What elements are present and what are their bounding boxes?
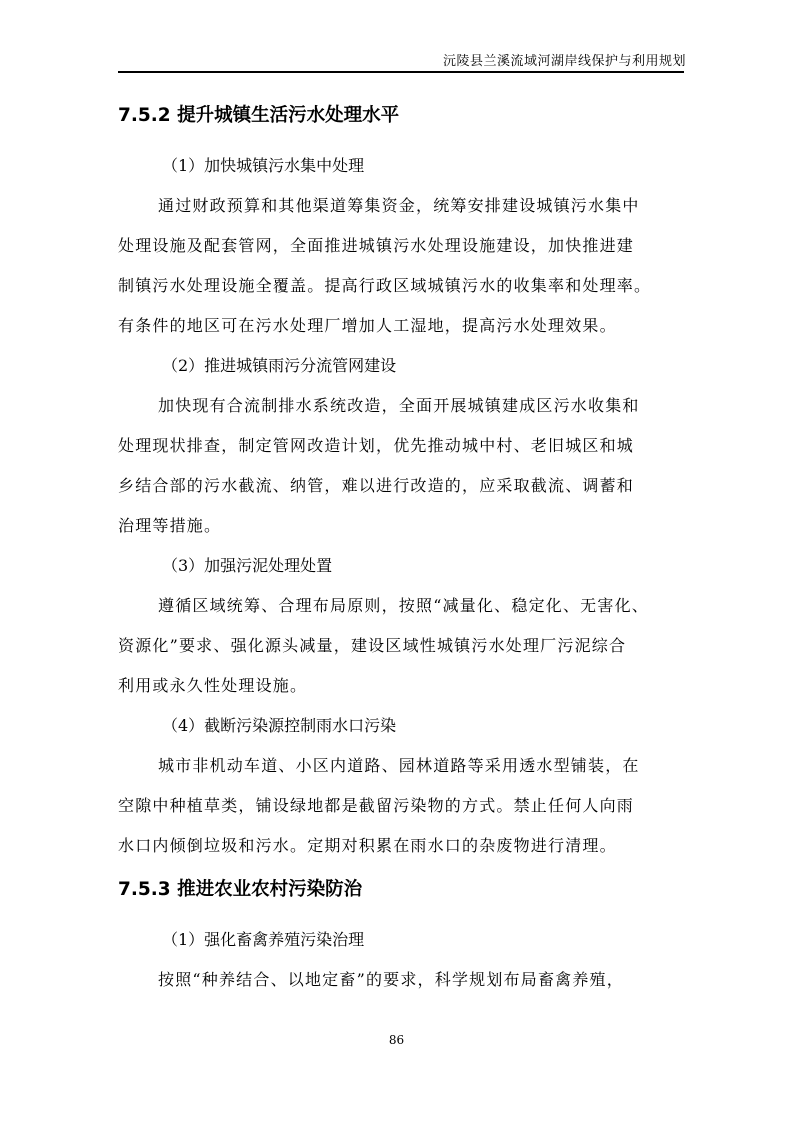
subsection-1-3 (118, 546, 684, 706)
text-line: 遵循区域统筹、合理布局原则，按照“减量化、稳定化、无害化、 (158, 596, 649, 615)
text-line: 制镇污水处理设施全覆盖。提高行政区域城镇污水的收集率和处理率。 (118, 276, 652, 295)
text-line: 城市非机动车道、小区内道路、园林道路等采用透水型铺装，在 (158, 756, 640, 775)
subsection-2-1 (118, 920, 684, 1000)
text-line: 处理现状排查，制定管网改造计划，优先推动城中村、老旧城区和城 (118, 436, 635, 455)
text-line: 资源化”要求、强化源头减量，建设区域性城镇污水处理厂污泥综合 (118, 636, 627, 655)
text-line: 乡结合部的污水截流、纳管，难以进行改造的，应采取截流、调蓄和 (118, 476, 635, 495)
subsection-1-1 (118, 146, 684, 346)
header-divider (118, 71, 684, 73)
text-line: 通过财政预算和其他渠道筹集资金，统筹安排建设城镇污水集中 (158, 196, 640, 215)
paragraph (118, 586, 684, 706)
section-heading-7-5-3: 7.5.3 推进农业农村污染防治 (118, 879, 363, 900)
text-line: 有条件的地区可在污水处理厂增加人工湿地，提高污水处理效果。 (118, 316, 617, 335)
paragraph (118, 960, 684, 1000)
paragraph (118, 386, 684, 546)
text-line: 治理等措施。 (118, 516, 222, 535)
paragraph (118, 746, 684, 866)
subsection-title: （3）加强污泥处理处置 (162, 556, 333, 575)
subsection-title: （2）推进城镇雨污分流管网建设 (162, 356, 397, 375)
text-line: 空隙中种植草类，铺设绿地都是截留污染物的方式。禁止任何人向雨 (118, 796, 635, 815)
text-line: 加快现有合流制排水系统改造，全面开展城镇建成区污水收集和 (158, 396, 640, 415)
page-number: 86 (388, 1033, 405, 1047)
subsection-title: （1）加快城镇污水集中处理 (162, 156, 365, 175)
page-body (118, 96, 684, 1000)
text-line: 按照“种养结合、以地定畜”的要求，科学规划布局畜禽养殖， (158, 970, 624, 989)
subsection-title: （1）强化畜禽养殖污染治理 (162, 930, 365, 949)
paragraph (118, 186, 684, 346)
text-line: 处理设施及配套管网，全面推进城镇污水处理设施建设，加快推进建 (118, 236, 635, 255)
subsection-1-4 (118, 706, 684, 866)
text-line: 利用或永久性处理设施。 (118, 676, 308, 695)
subsection-title: （4）截断污染源控制雨水口污染 (162, 716, 397, 735)
running-header-title: 沅陵县兰溪流域河湖岸线保护与利用规划 (442, 54, 686, 69)
text-line: 水口内倾倒垃圾和污水。定期对积累在雨水口的杂废物进行清理。 (118, 836, 617, 855)
section-heading-7-5-2: 7.5.2 提升城镇生活污水处理水平 (118, 105, 400, 126)
subsection-1-2 (118, 346, 684, 546)
